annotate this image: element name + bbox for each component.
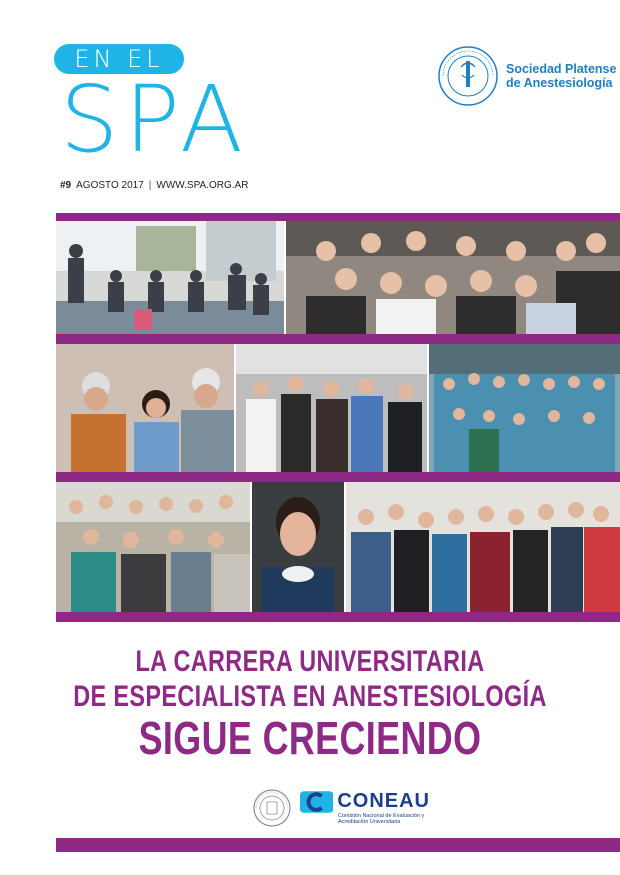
bottom-band xyxy=(56,612,620,622)
headline-line1: LA CARRERA UNIVERSITARIA xyxy=(135,645,485,678)
website-link[interactable]: WWW.SPA.ORG.AR xyxy=(156,180,249,191)
society-name-line2: de Anestesiología xyxy=(506,76,613,90)
headline-line3: SIGUE CRECIENDO xyxy=(138,712,482,764)
coneau-logo xyxy=(300,790,430,825)
society-name xyxy=(506,62,616,90)
issue-number: #9 xyxy=(60,180,72,191)
society-seal-icon xyxy=(437,45,499,107)
coneau-subtitle: Comisión Nacional de Evaluación y Acreditación Universitaria xyxy=(338,813,425,825)
top-band xyxy=(56,213,620,221)
issue-separator: | xyxy=(148,180,152,191)
photo-group-2 xyxy=(286,221,620,334)
footer-band xyxy=(56,838,620,852)
photo-group-4 xyxy=(346,482,620,612)
magazine-title: SPA xyxy=(60,66,249,173)
section-pill: EN EL xyxy=(54,44,184,74)
photo-group-1 xyxy=(56,221,284,334)
headline-line2: DE ESPECIALISTA EN ANESTESIOLOGÍA xyxy=(73,680,547,713)
photo-residents xyxy=(236,344,427,472)
middle-band-2 xyxy=(56,472,620,482)
photo-team-or xyxy=(429,344,620,472)
issue-line xyxy=(60,180,248,191)
photo-surgeons xyxy=(56,344,234,472)
photo-group-3 xyxy=(56,482,250,612)
society-name-line1: Sociedad Platense xyxy=(506,62,617,76)
middle-band-1 xyxy=(56,334,620,344)
university-seal-icon xyxy=(252,788,292,828)
photo-portrait xyxy=(252,482,344,612)
issue-date: AGOSTO 2017 xyxy=(76,180,144,191)
coneau-mark-icon xyxy=(300,791,333,813)
coneau-name: CONEAU xyxy=(337,790,430,812)
